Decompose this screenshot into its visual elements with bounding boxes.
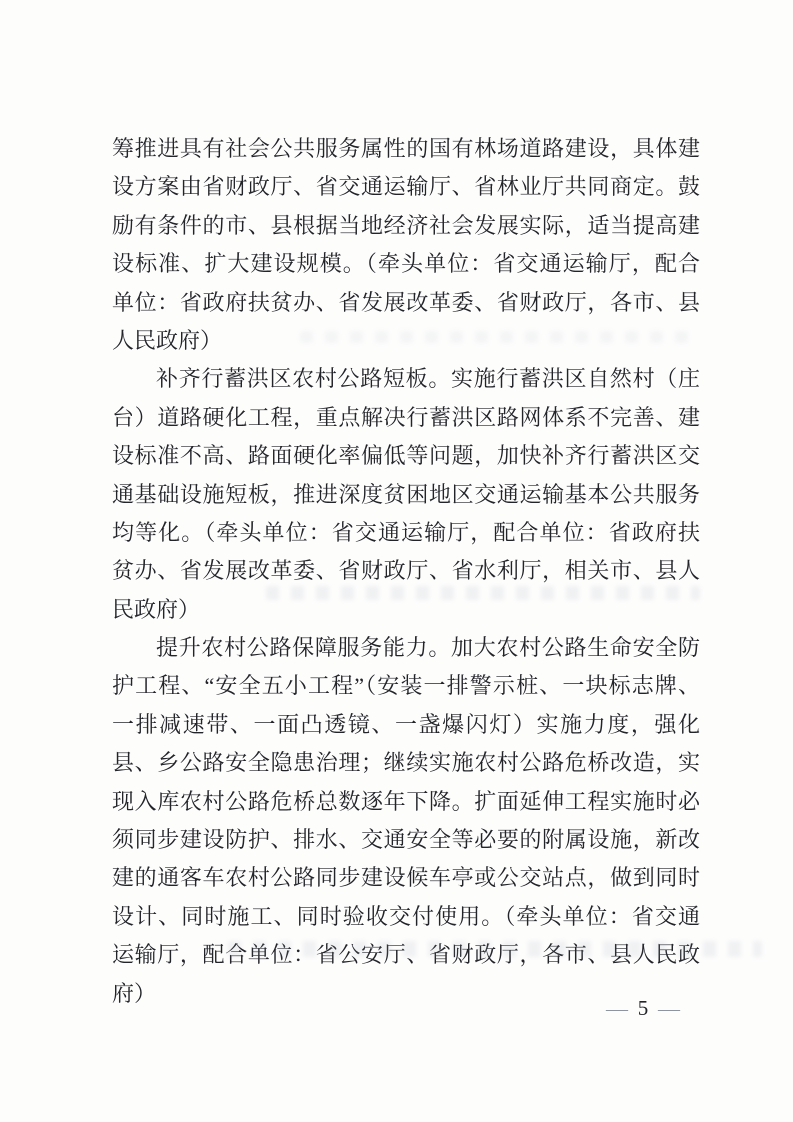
text-line: 建的通客车农村公路同步建设候车亭或公交站点，做到同时: [112, 865, 700, 891]
text-line: 县、乡公路安全隐患治理；继续实施农村公路危桥改造，实: [112, 750, 700, 776]
text-line: 补齐行蓄洪区农村公路短板。实施行蓄洪区自然村（庄: [156, 366, 700, 392]
text-line: 现入库农村公路危桥总数逐年下降。扩面延伸工程实施时必: [112, 788, 700, 814]
text-line: 提升农村公路保障服务能力。加大农村公路生命安全防: [156, 635, 700, 661]
text-line: 设标准、扩大建设规模。（牵头单位：省交通运输厅，配合: [112, 251, 700, 277]
text-line: 设计、同时施工、同时验收交付使用。（牵头单位：省交通: [112, 903, 700, 929]
text-line: 均等化。（牵头单位：省交通运输厅，配合单位：省政府扶: [112, 519, 700, 545]
body-text: [112, 130, 700, 1013]
text-line: 运输厅，配合单位：省公安厅、省财政厅，各市、县人民政: [112, 942, 700, 968]
text-line: 护工程、“安全五小工程”（安装一排警示桩、一块标志牌、: [112, 673, 700, 699]
text-line: 通基础设施短板，推进深度贫困地区交通运输基本公共服务: [112, 481, 700, 507]
page-number-dash-left: —: [605, 997, 628, 1020]
text-line: 民政府）: [112, 596, 201, 622]
paragraph-1: [112, 130, 700, 360]
text-line: 单位：省政府扶贫办、省发展改革委、省财政厅，各市、县: [112, 289, 700, 315]
text-line: 须同步建设防护、排水、交通安全等必要的附属设施，新改: [112, 827, 700, 853]
page-number-dash-right: —: [658, 997, 681, 1020]
page-number: [580, 996, 706, 1021]
text-line: 设方案由省财政厅、省交通运输厅、省林业厅共同商定。鼓: [112, 174, 700, 200]
text-line: 设标准不高、路面硬化率偏低等问题，加快补齐行蓄洪区交: [112, 443, 700, 469]
paragraph-3: [112, 629, 700, 1013]
text-line: 台）道路硬化工程，重点解决行蓄洪区路网体系不完善、建: [112, 404, 700, 430]
paragraph-2: [112, 360, 700, 629]
text-line: 府）: [112, 980, 157, 1006]
text-line: 励有条件的市、县根据当地经济社会发展实际，适当提高建: [112, 212, 700, 238]
text-line: 筹推进具有社会公共服务属性的国有林场道路建设，具体建: [112, 136, 700, 161]
text-line: 人民政府）: [112, 327, 223, 353]
text-line: 贫办、省发展改革委、省财政厅、省水利厅，相关市、县人: [112, 558, 700, 584]
text-line: 一排减速带、一面凸透镜、一盏爆闪灯）实施力度，强化: [112, 711, 700, 737]
page-number-value: 5: [637, 996, 649, 1020]
